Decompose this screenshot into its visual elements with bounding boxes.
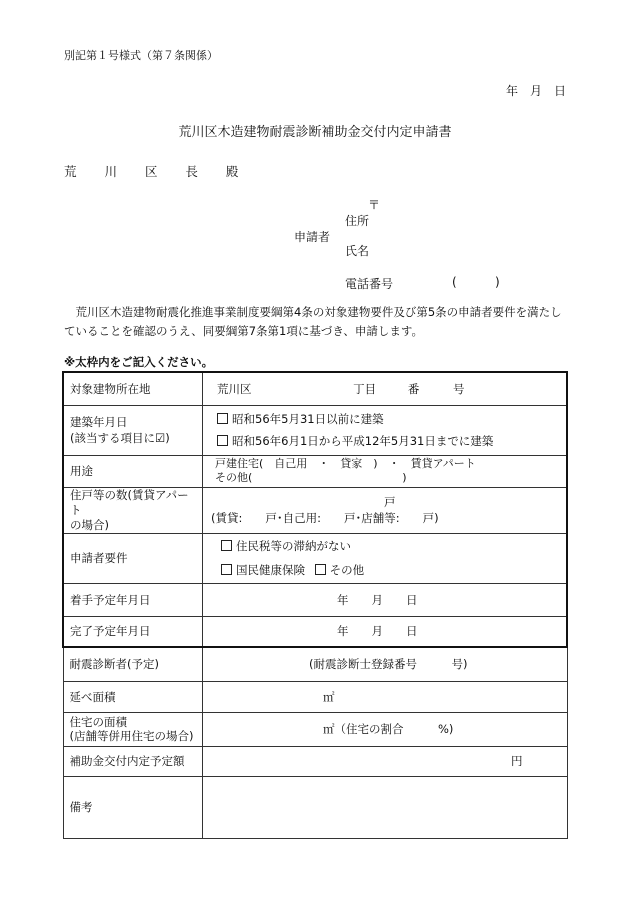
- req-option-other-text: その他: [329, 563, 365, 577]
- built-date-options: [203, 405, 568, 455]
- row-units: [63, 487, 567, 533]
- floor-area-unit: ㎡: [323, 689, 335, 704]
- row-built-date: [63, 405, 567, 455]
- housing-area-label: [63, 712, 203, 746]
- row-housing-area: [63, 712, 567, 746]
- units-total: 戸: [384, 495, 396, 509]
- document-title: 荒川区木造建物耐震診断補助金交付内定申請書: [178, 125, 452, 140]
- built-option-between[interactable]: [217, 433, 560, 449]
- floor-area-label: 延べ面積: [63, 681, 203, 712]
- remarks-label: 備考: [63, 776, 203, 838]
- subsidy-field[interactable]: [203, 746, 568, 776]
- row-requirements: [63, 533, 567, 583]
- start-date-value: 年 月 日: [337, 592, 418, 607]
- start-date-label: 着手予定年月日: [63, 583, 203, 616]
- req-option-tax-text: 住民税等の滞納がない: [236, 539, 351, 553]
- usage-line-1: 戸建住宅( 自己用 ・ 貸家 ) ・ 賃貸アパート: [215, 457, 476, 470]
- housing-area-value: ㎡（住宅の割合 %): [323, 722, 454, 736]
- built-date-label-1: 建築年月日: [70, 415, 128, 429]
- req-option-tax[interactable]: [221, 538, 560, 554]
- built-date-label-2: (該当する項目に☑): [70, 431, 170, 445]
- finish-date-label: 完了予定年月日: [63, 616, 203, 647]
- units-label: [63, 487, 203, 533]
- row-location: [63, 372, 567, 405]
- requirements-options: [203, 533, 568, 583]
- location-label: 対象建物所在地: [63, 372, 203, 405]
- finish-date-field[interactable]: [203, 616, 568, 647]
- housing-area-label-1: 住宅の面積: [69, 715, 127, 729]
- floor-area-field[interactable]: [203, 681, 568, 712]
- go-text: 号: [452, 381, 465, 396]
- usage-other: その他(: [215, 471, 253, 484]
- checkbox-insurance[interactable]: [221, 564, 232, 575]
- start-date-field[interactable]: [203, 583, 568, 616]
- remarks-field[interactable]: [203, 776, 568, 838]
- row-finish-date: [63, 616, 567, 647]
- diagnoser-value: (耐震診断士登録番号 号): [309, 657, 468, 672]
- finish-date-value: 年 月 日: [337, 624, 418, 639]
- units-field[interactable]: [203, 487, 568, 533]
- application-form-table: [62, 371, 568, 839]
- built-date-label: [63, 405, 203, 455]
- name-label: 氏名: [345, 244, 370, 258]
- ward-text: 荒川区: [217, 381, 252, 396]
- housing-area-field[interactable]: [203, 712, 568, 746]
- units-label-1: 住戸等の数(賃貸アパート: [70, 487, 189, 517]
- application-statement: 荒川区木造建物耐震化推進事業制度要綱第4条の対象建物要件及び第5条の申請者要件を満たしていることを確認のうえ、同要綱第7条第1項に基づき、申請します。: [64, 305, 562, 338]
- chome-text: 丁目: [353, 381, 377, 396]
- location-field[interactable]: [203, 372, 568, 405]
- postal-mark: 〒: [368, 198, 381, 212]
- phone-paren-open: (: [452, 275, 457, 289]
- form-number-note: 別記第１号様式（第７条関係）: [64, 49, 218, 62]
- checkbox-other[interactable]: [315, 564, 326, 575]
- usage-other-close: ): [402, 471, 407, 484]
- requirements-label: 申請者要件: [63, 533, 203, 583]
- fill-in-notice: ※太枠内をご記入ください。: [64, 355, 214, 369]
- usage-field[interactable]: [203, 455, 568, 487]
- req-option-other[interactable]: [315, 563, 365, 577]
- built-option-between-text: 昭和56年6月1日から平成12年5月31日までに建築: [232, 434, 494, 448]
- row-start-date: [63, 583, 567, 616]
- diagnoser-label: 耐震診断者(予定): [63, 647, 203, 681]
- row-diagnoser: [63, 647, 567, 681]
- req-option-insurance[interactable]: [221, 563, 305, 577]
- subsidy-unit: 円: [511, 754, 523, 768]
- phone-paren-close: ): [495, 275, 500, 289]
- address-label: 住所: [345, 214, 370, 228]
- row-usage: [63, 455, 567, 487]
- addressee: 荒 川 区 長 殿: [64, 164, 251, 179]
- row-floor-area: [63, 681, 567, 712]
- row-remarks: [63, 776, 567, 838]
- checkbox-before[interactable]: [217, 413, 228, 424]
- built-option-before[interactable]: [217, 411, 560, 427]
- subsidy-label: 補助金交付内定予定額: [63, 746, 203, 776]
- req-option-insurance-text: 国民健康保険: [236, 563, 305, 577]
- units-breakdown: (賃貸: 戸･自己用: 戸･店舗等: 戸): [211, 511, 439, 525]
- date-line: 年 月 日: [505, 84, 566, 98]
- applicant-label: 申請者: [294, 230, 331, 244]
- built-option-before-text: 昭和56年5月31日以前に建築: [232, 412, 384, 426]
- phone-label: 電話番号: [345, 277, 394, 291]
- checkbox-tax[interactable]: [221, 540, 232, 551]
- units-label-2: の場合): [70, 517, 109, 532]
- usage-label: 用途: [63, 455, 203, 487]
- diagnoser-field[interactable]: [203, 647, 568, 681]
- checkbox-between[interactable]: [217, 435, 228, 446]
- ban-text: 番: [407, 381, 420, 396]
- housing-area-label-2: (店舗等併用住宅の場合): [69, 729, 194, 743]
- row-subsidy: [63, 746, 567, 776]
